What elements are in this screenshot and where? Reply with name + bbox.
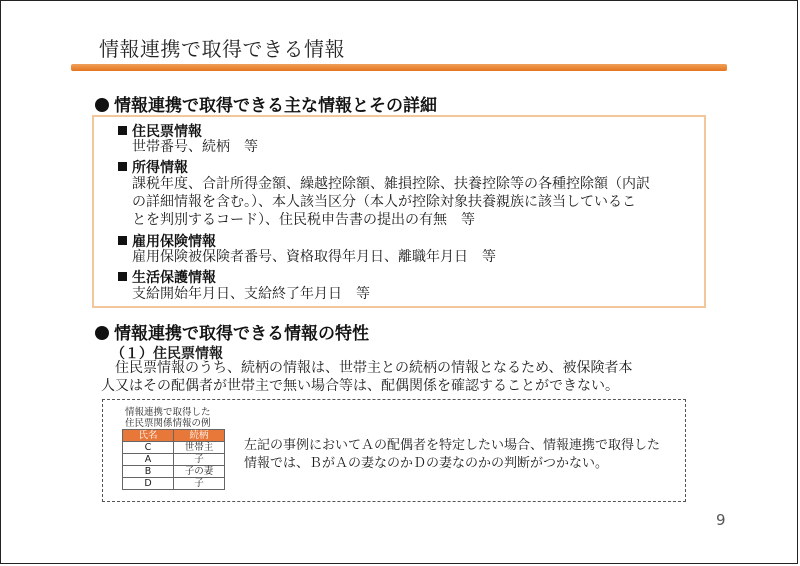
example-note	[244, 437, 674, 473]
category-detail: 雇用保険被保険者番号、資格取得年月日、離職年月日 等	[132, 249, 496, 265]
category-welfare	[118, 267, 216, 287]
page-number: 9	[716, 511, 726, 529]
note-line: 左記の事例においてＡの配偶者を特定したい場合、情報連携で取得した	[244, 438, 661, 453]
table-cell: C	[123, 442, 174, 454]
column-header: 氏名	[123, 430, 174, 442]
table-header-row	[123, 430, 225, 442]
note-line: 情報では、ＢがＡの妻なのかＤの妻なのかの判断がつかない。	[244, 456, 609, 471]
category-label: 雇用保険情報	[132, 234, 216, 250]
table-cell: A	[123, 454, 174, 466]
section2-heading	[95, 319, 369, 344]
category-detail: 課税年度、合計所得金額、繰越控除額、雑損控除、扶養控除等の各種控除額（内訳	[132, 176, 650, 192]
category-label: 所得情報	[132, 160, 188, 176]
square-bullet-icon	[118, 162, 127, 171]
table-row	[123, 454, 225, 466]
bullet-icon	[95, 98, 109, 112]
table-row	[123, 478, 225, 490]
category-income	[118, 157, 188, 177]
category-label: 住民票情報	[132, 124, 202, 140]
table-cell: 子の妻	[174, 466, 225, 478]
table-row	[123, 466, 225, 478]
example-caption: 住民票関係情報の例	[125, 418, 211, 429]
paragraph-line: 住民票情報のうち、続柄の情報は、世帯主との続柄の情報となるため、被保険者本	[115, 360, 633, 376]
category-detail: とを判別するコード）、住民税申告書の提出の有無 等	[132, 212, 475, 228]
table-cell: D	[123, 478, 174, 490]
title-underline	[71, 64, 727, 71]
slide-title: 情報連携で取得できる情報	[99, 37, 345, 61]
paragraph	[101, 359, 701, 395]
column-header: 続柄	[174, 430, 225, 442]
table-cell: 世帯主	[174, 442, 225, 454]
table-row	[123, 442, 225, 454]
example-table	[122, 429, 225, 490]
category-detail: 支給開始年月日、支給終了年月日 等	[132, 286, 370, 302]
bullet-icon	[95, 326, 109, 340]
category-detail: の詳細情報を含む。）、本人該当区分（本人が控除対象扶養親族に該当しているこ	[132, 194, 636, 210]
table-cell: 子	[174, 454, 225, 466]
table-cell: 子	[174, 478, 225, 490]
subheading: （１）住民票情報	[111, 346, 223, 362]
category-detail: 世帯番号、続柄 等	[132, 139, 258, 155]
square-bullet-icon	[118, 272, 127, 281]
section1-heading-text: 情報連携で取得できる主な情報とその詳細	[114, 96, 437, 116]
example-caption: 情報連携で取得した	[125, 407, 211, 418]
category-label: 生活保護情報	[132, 270, 216, 286]
square-bullet-icon	[118, 126, 127, 135]
section1-heading	[95, 91, 437, 116]
paragraph-line: 人又はその配偶者が世帯主で無い場合等は、配偶関係を確認することができない。	[101, 378, 619, 394]
square-bullet-icon	[118, 236, 127, 245]
section2-heading-text: 情報連携で取得できる情報の特性	[114, 324, 369, 344]
table-cell: B	[123, 466, 174, 478]
